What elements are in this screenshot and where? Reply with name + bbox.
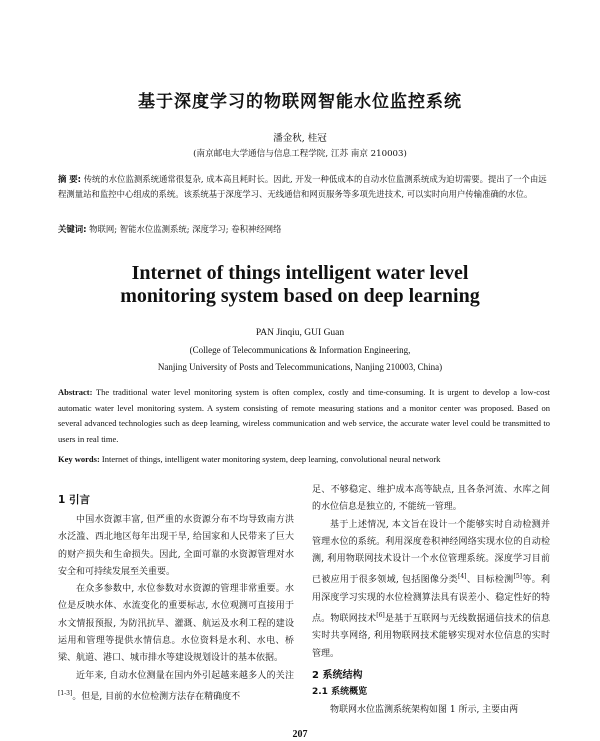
chinese-keywords-label: 关键词: (58, 224, 87, 234)
english-keywords-label: Key words: (58, 454, 100, 464)
body-paragraph: 中国水资源丰富, 但严重的水资源分布不均导致南方洪水泛滥、西北地区每年出现干旱, 给国家和人民带来了巨大的财产损失和生命损失。因此, 全面可靠的水资源管理对水安全和可持续发展至关重要。 (58, 515, 294, 577)
chinese-affiliation: (南京邮电大学通信与信息工程学院, 江苏 南京 210003) (193, 149, 407, 159)
english-keywords (58, 454, 550, 464)
section-2-heading: 2 系统结构 (312, 669, 363, 681)
english-authors: PAN Jinqiu, GUI Guan (255, 328, 345, 338)
english-title-line1: Internet of things intelligent water level (131, 262, 469, 284)
english-affiliation-line2: Nanjing University of Posts and Telecommunications, Nanjing 210003, China) (157, 362, 443, 372)
chinese-title: 基于深度学习的物联网智能水位监控系统 (138, 92, 462, 112)
chinese-keywords (58, 223, 550, 235)
citation: [4] (458, 573, 467, 581)
chinese-authors: 潘金秋, 桂冠 (273, 133, 327, 144)
body-paragraph: 物联网水位监测系统架构如图 1 所示, 主要由两 (330, 704, 519, 715)
english-abstract-label: Abstract: (58, 387, 93, 397)
english-abstract (58, 385, 550, 447)
section-1-heading: 1 引言 (58, 494, 90, 506)
chinese-abstract (58, 172, 550, 202)
english-title-line2: monitoring system based on deep learning (120, 285, 480, 307)
section-2-1-heading: 2.1 系统概览 (312, 687, 368, 698)
page-number: 207 (292, 729, 308, 740)
body-paragraph: 在众多参数中, 水位参数对水资源的管理非常重要。水位是反映水体、水流变化的重要标志, 水位观测可直接用于水文情报预报, 为防汛抗旱、灌溉、航运及水利工程的建设运用和管理等提供水情信息。水位资料是水利、水电、桥梁、航道、港口、城市排水等建设规划设计的基本依据。 (58, 584, 294, 664)
english-affiliation-line1: (College of Telecommunications & Information Engineering, (189, 345, 411, 355)
english-title (0, 262, 600, 308)
body-paragraph: 足、不够稳定、维护成本高等缺点, 且各条河流、水库之间的水位信息是独立的, 不能统一管理。 (312, 485, 550, 513)
chinese-abstract-text: 传统的水位监测系统通常很复杂, 成本高且耗时长。因此, 开发一种低成本的自动水位监测系统成为迫切需要。提出了一个由远程测量站和监控中心组成的系统。该系统基于深度学习、无线通信和网页服务等多项先进技术, 可以实时向用户传输准确的水位。 (58, 174, 547, 199)
body-paragraph: 近年来, 自动水位测量在国内外引起越来越多人的关注[1-3]。但是, 目前的水位检测方法存在精确度不 (58, 670, 294, 702)
citation: [1-3] (58, 689, 73, 697)
citation: [5] (513, 573, 522, 581)
chinese-abstract-label: 摘 要: (58, 174, 82, 184)
right-column (312, 482, 550, 719)
left-column (58, 512, 294, 706)
english-abstract-text: The traditional water level monitoring system is often complex, costly and time-consuming. It is urgent to develop a low-cost automatic water level monitoring system. A system consisting of remote measuring stations and a monitor center was proposed. Based on several advanced technologies such as deep learning, wireless communication and web service, the accurate water level could be transmitted to users in real time. (58, 387, 550, 444)
english-keywords-text: Internet of things, intelligent water monitoring system, deep learning, convolutional neural network (101, 454, 441, 464)
body-paragraph: 基于上述情况, 本文旨在设计一个能够实时自动检测并管理水位的系统。利用深度卷积神经网络实现水位的自动检测, 利用物联网技术设计一个水位管理系统。深度学习目前已被应用于很多领域, 包括图像分类[4]、目标检测[5]等。利用深度学习实现的水位检测算法具有误差小、稳定性好的特点。物联网技术[6]是基于互联网与无线数据通信技术的信息实时共享网络, 利用物联网技术能够实现对水位信息的实时管理。 (312, 519, 550, 659)
chinese-keywords-text: 物联网; 智能水位监测系统; 深度学习; 卷积神经网络 (89, 224, 282, 234)
citation: [6] (376, 612, 385, 620)
